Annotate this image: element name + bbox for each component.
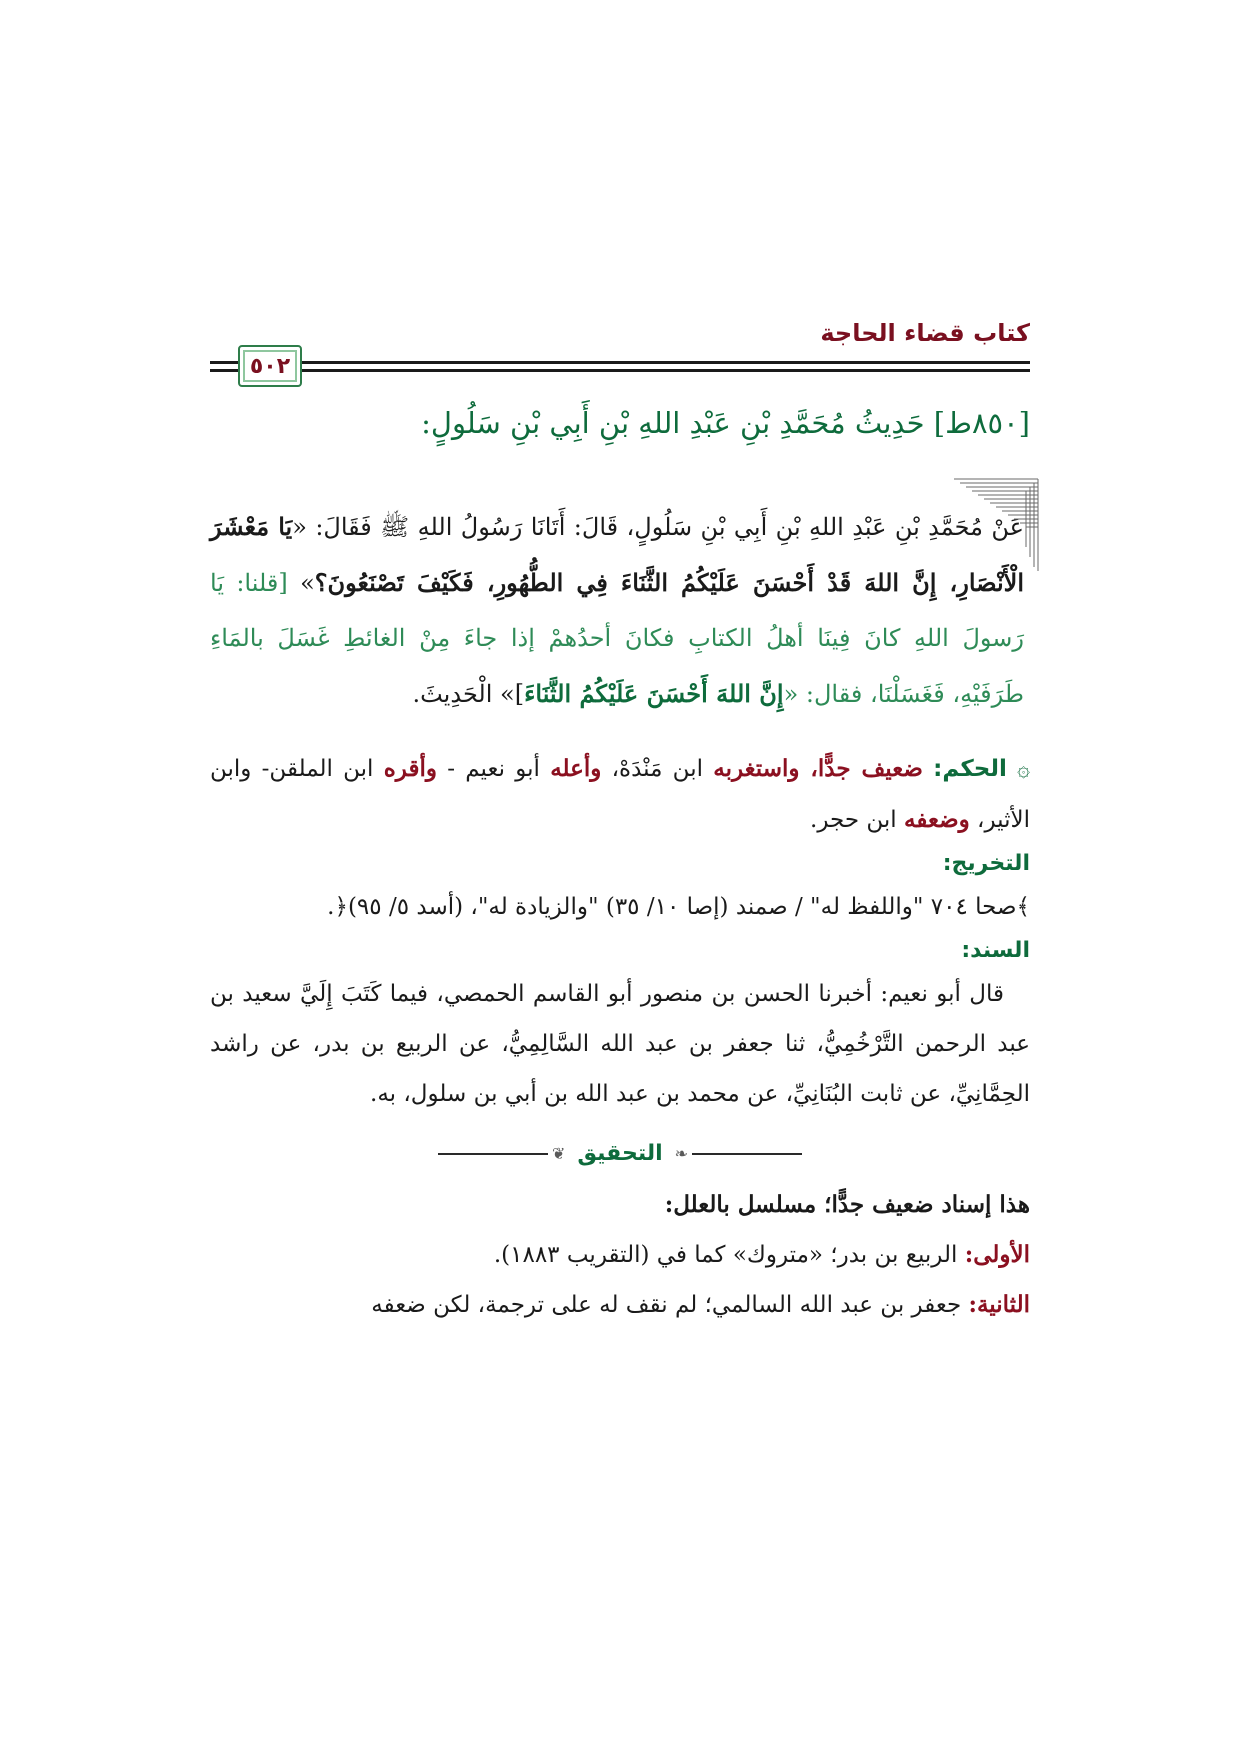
ruling-grade: ضعيف جدًّا، واستغربه: [713, 755, 923, 782]
hadith-text: [210, 499, 1024, 722]
page-content: [210, 315, 1030, 1330]
ruling-term-3: وضعفه: [904, 806, 970, 833]
ruling-text-3: ابن الملقن- وابن الأثير،: [210, 756, 1030, 833]
takhrij-heading: التخريج:: [942, 851, 1030, 876]
ruling-label: الحكم:: [933, 756, 1007, 782]
header-rule-bottom: [210, 369, 1030, 372]
hadith-quote-close: »: [287, 569, 315, 597]
page-header: [210, 315, 1030, 405]
tahqiq-intro: هذا إسناد ضعيف جدًّا؛ مسلسل بالعلل:: [664, 1191, 1030, 1218]
hadith-prophet-saying: يَا مَعْشَرَ الْأَنْصَارِ، إِنَّ اللهَ قَدْ أَحْسَنَ عَلَيْكُمُ الثَّنَاءَ فِي الطُّهُورِ، فَكَيْفَ تَصْنَعُونَ؟: [210, 512, 1024, 597]
hadith-ending: ]» الْحَدِيثَ.: [412, 680, 525, 708]
ruling-text-2: أبو نعيم -: [436, 756, 551, 782]
hadith-addition-saying: إِنَّ اللهَ أَحْسَنَ عَلَيْكُمُ الثَّنَاءَ: [524, 679, 784, 708]
divider-ornament-icon: ❧: [674, 1144, 689, 1163]
corner-ornament-icon: [952, 477, 1040, 573]
ruling-text-4: ابن حجر.: [810, 807, 905, 833]
divider-line-left: [438, 1153, 548, 1155]
header-rule-top: [210, 361, 1030, 364]
sanad-text: قال أبو نعيم: أخبرنا الحسن بن منصور أبو القاسم الحمصي، فيما كَتَبَ إِلَيَّ سعيد بن عبد الرحمن التَّرْخُمِيُّ، ثنا جعفر بن عبد الله السَّالِمِيُّ، عن الربيع بن بدر، عن راشد الحِمَّانِيِّ، عن ثابت البُنَانِيِّ، عن محمد بن عبد الله بن أبي بن سلول، به.: [210, 981, 1030, 1107]
second-label: الثانية:: [968, 1291, 1030, 1318]
takhrij-text: ﴾صحا ٧٠٤ "واللفظ له" / صمند (إصا ١٠/ ٣٥) "والزيادة له"، (أسد ٥/ ٩٥)﴿.: [327, 894, 1030, 920]
hadith-addition: [قلنا: يَا رَسولَ اللهِ كانَ فِينَا أهلُ الكتابِ فكانَ أحدُهمْ إذا جاءَ مِنْ الغائطِ غَسَلَ بالمَاءِ طَرَفَيْهِ، فَغَسَلْنَا، فقال: «: [210, 569, 1024, 708]
tahqiq-first: [210, 1230, 1030, 1280]
divider-ornament-icon: ❦: [551, 1144, 566, 1163]
ruling-text-1: ابن مَنْدَهْ،: [601, 756, 714, 782]
ruling-ornament-icon: ۞: [1017, 757, 1031, 782]
ruling-paragraph: [210, 744, 1030, 845]
book-title: كتاب قضاء الحاجة: [820, 319, 1030, 347]
tahqiq-second: [210, 1280, 1030, 1330]
sanad-heading: السند:: [961, 938, 1030, 963]
page-number: ٥٠٢: [238, 345, 302, 387]
divider-line-right: [692, 1153, 802, 1155]
first-text: الربيع بن بدر؛ «متروك» كما في (التقريب ١٨٨٣).: [493, 1242, 965, 1268]
ruling-term-2: وأقره: [383, 755, 437, 782]
hadith-intro: عَنْ مُحَمَّدِ بْنِ عَبْدِ اللهِ بْنِ أَبِي بْنِ سَلُولٍ، قَالَ: أَتَانَا رَسُولُ اللهِ ﷺ فَقَالَ: «: [292, 513, 1024, 541]
first-label: الأولى:: [964, 1241, 1030, 1268]
second-text: جعفر بن عبد الله السالمي؛ لم نقف له على ترجمة، لكن ضعفه: [371, 1292, 969, 1318]
tahqiq-divider: [210, 1141, 1030, 1166]
ruling-term-1: وأعله: [550, 755, 602, 782]
tahqiq-heading: التحقيق: [577, 1141, 663, 1166]
hadith-box: [210, 477, 1030, 722]
hadith-title: [٨٥٠ط] حَدِيثُ مُحَمَّدِ بْنِ عَبْدِ اللهِ بْنِ أَبِي بْنِ سَلُولٍ:: [421, 406, 1030, 440]
